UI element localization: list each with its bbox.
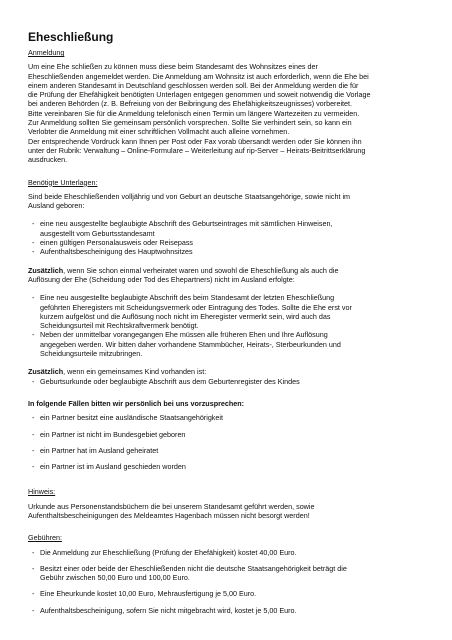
section-heading-gebuehren: Gebühren: (28, 533, 62, 543)
section-heading-hinweis: Hinweis: (28, 487, 56, 497)
text-line: Urkunde aus Personenstandsbüchern die bei unserem Standesamt geführt werden, sowie (28, 501, 315, 511)
text-line: - ein Partner ist nicht im Bundesgebiet geboren (40, 429, 186, 439)
text-line: einem anderen Standesamt in Deutschland geschlossen werden soll. Bei der Anmeldung werden die für (28, 80, 359, 90)
text-line: Scheidungsurteil mit Rechtskraftvermerk benötigt. (40, 321, 199, 331)
text-line: angegeben werden. Wir bitten daher vorhandene Stammbücher, Heirats-, Sterbeurkunden und (40, 339, 341, 349)
text-span: , wenn Sie schon einmal verheiratet waren und sowohl die Eheschließung als auch die (63, 265, 339, 275)
text-line: Um eine Ehe schließen zu können muss diese beim Standesamt des Wohnsitzes eines der (28, 62, 318, 72)
text-line: - Aufenthaltsbescheinigung, sofern Sie nicht mitgebracht wird, kostet je 5,00 Euro. (40, 605, 297, 615)
list-item (28, 219, 428, 238)
text-line: - ein Partner besitzt eine ausländische Staatsangehörigkeit (40, 413, 223, 423)
list-item (28, 247, 428, 256)
text-line: - Geburtsurkunde oder beglaubigte Abschrift aus dem Geburtenregister des Kindes (40, 376, 300, 386)
list-item (28, 446, 428, 455)
list-item (28, 293, 428, 330)
section-heading-persoenlich: In folgende Fällen bitten wir persönlich bei uns vorzusprechen: (28, 398, 245, 408)
text-line: ausdrucken. (28, 155, 68, 165)
text-line: - Eine Eheurkunde kostet 10,00 Euro, Mehrausfertigung je 5,00 Euro. (40, 589, 257, 599)
text-line: Scheidungsurteile mitzubringen. (40, 349, 143, 359)
text-line: bei anderen Behörden (z. B. Befreiung von der Beibringung des Ehefähigkeitszeugnisses) vorbereitet. (28, 99, 353, 109)
page-title: Eheschließung (28, 30, 114, 44)
text-span: , wenn ein gemeinsames Kind vorhanden ist: (63, 367, 207, 377)
list-item (28, 548, 428, 557)
anmeldung-paragraph (28, 62, 428, 164)
bold-label: Zusätzlich (28, 265, 64, 275)
bold-label: Zusätzlich (28, 367, 64, 377)
text-line: Aufenthaltsbescheinigungen des Meldeamtes Hagenbach müssen nicht besorgt werden! (28, 510, 310, 520)
text-line: Zur Anmeldung sollten Sie gemeinsam persönlich vorsprechen. Sollte Sie verhindert sein, so kann ein (28, 118, 352, 128)
text-line: - einen gültigen Personalausweis oder Reisepass (40, 238, 194, 248)
text-line: - Eine neu ausgestellte beglaubigte Abschrift des beim Standesamt der letzten Eheschließung (40, 293, 335, 303)
list-item (28, 564, 428, 583)
list-item (28, 330, 428, 358)
text-line: Eheschließenden angemeldet werden. Die Anmeldung am Wohnsitz ist auch erforderlich, wenn die Ehe bei (28, 71, 369, 81)
section-heading-unterlagen: Benötigte Unterlagen: (28, 177, 98, 187)
text-line: - Aufenthaltsbescheinigung des Hauptwohnsitzes (40, 247, 193, 257)
list-item (28, 238, 428, 247)
text-line: - Die Anmeldung zur Eheschließung (Prüfung der Ehefähigkeit) kostet 40,00 Euro. (40, 547, 297, 557)
list-item (28, 430, 428, 439)
text-line: Der entsprechende Vordruck kann Ihnen per Post oder Fax vorab übersandt werden oder Sie können ihn (28, 136, 362, 146)
text-line: - eine neu ausgestellte beglaubigte Abschrift des Geburtseintrages mit sämtlichen Hinweisen, (40, 219, 333, 229)
text-line: geführten Eheregisters mit Scheidungsvermerk oder Eintragung des Todes. Sollte die Ehe erst vor (40, 302, 352, 312)
text-line: die Prüfung der Ehefähigkeit benötigten Unterlagen entgegen genommen und soweit notwendig die Vorlage (28, 90, 371, 100)
list-item (28, 589, 428, 598)
text-line: Auflösung der Ehe (Scheidung oder Tod des Ehepartners) nicht im Ausland erfolgte: (28, 274, 295, 284)
text-line: unter der Rubrik: Verwaltung – Online-Formulare – Weiterleitung auf rip-Server – Heirats-Beitrittserklärung (28, 145, 366, 155)
text-line: Ausland geboren: (28, 201, 85, 211)
list-item (28, 377, 428, 386)
zusaetzlich-kind-list (28, 377, 428, 386)
list-item (28, 462, 428, 471)
text-line: - ein Partner hat im Ausland geheiratet (40, 445, 159, 455)
list-item (28, 413, 428, 422)
text-line: kurzem aufgelöst und die Auflösung noch nicht im Eheregister vermerkt sein, wird auch das (40, 311, 331, 321)
text-line: - ein Partner ist im Ausland geschieden worden (40, 462, 186, 472)
persoenlich-list (28, 413, 428, 471)
zusaetzlich-verheiratet-list (28, 293, 428, 358)
text-line: Bitte vereinbaren Sie für die Anmeldung telefonisch einen Termin um längere Wartezeiten zu vermeiden. (28, 108, 360, 118)
text-line: ausgestellt vom Geburtsstandesamt (40, 228, 155, 238)
list-item (28, 606, 428, 615)
text-line: - Besitzt einer oder beide der Eheschließenden nicht die deutsche Staatsangehörigkeit beträgt die (40, 563, 347, 573)
section-heading-anmeldung: Anmeldung (28, 48, 65, 57)
text-line: Gebühr zwischen 50,00 Euro und 100,00 Euro. (40, 573, 190, 583)
zusaetzlich-verheiratet-intro (28, 266, 428, 275)
zusaetzlich-kind-intro (28, 367, 428, 376)
text-line: Verlobter die Anmeldung mit einer schriftlichen Vollmacht auch alleine vornehmen. (28, 127, 290, 137)
gebuehren-list (28, 548, 428, 615)
text-line: - Neben der unmittelbar vorangegangen Ehe müssen alle früheren Ehen und Ihre Auflösung (40, 330, 328, 340)
unterlagen-list (28, 219, 428, 256)
text-line: Sind beide Eheschließenden volljährig und von Geburt an deutsche Staatsangehörige, sowie nicht im (28, 191, 351, 201)
document-page (28, 30, 428, 622)
